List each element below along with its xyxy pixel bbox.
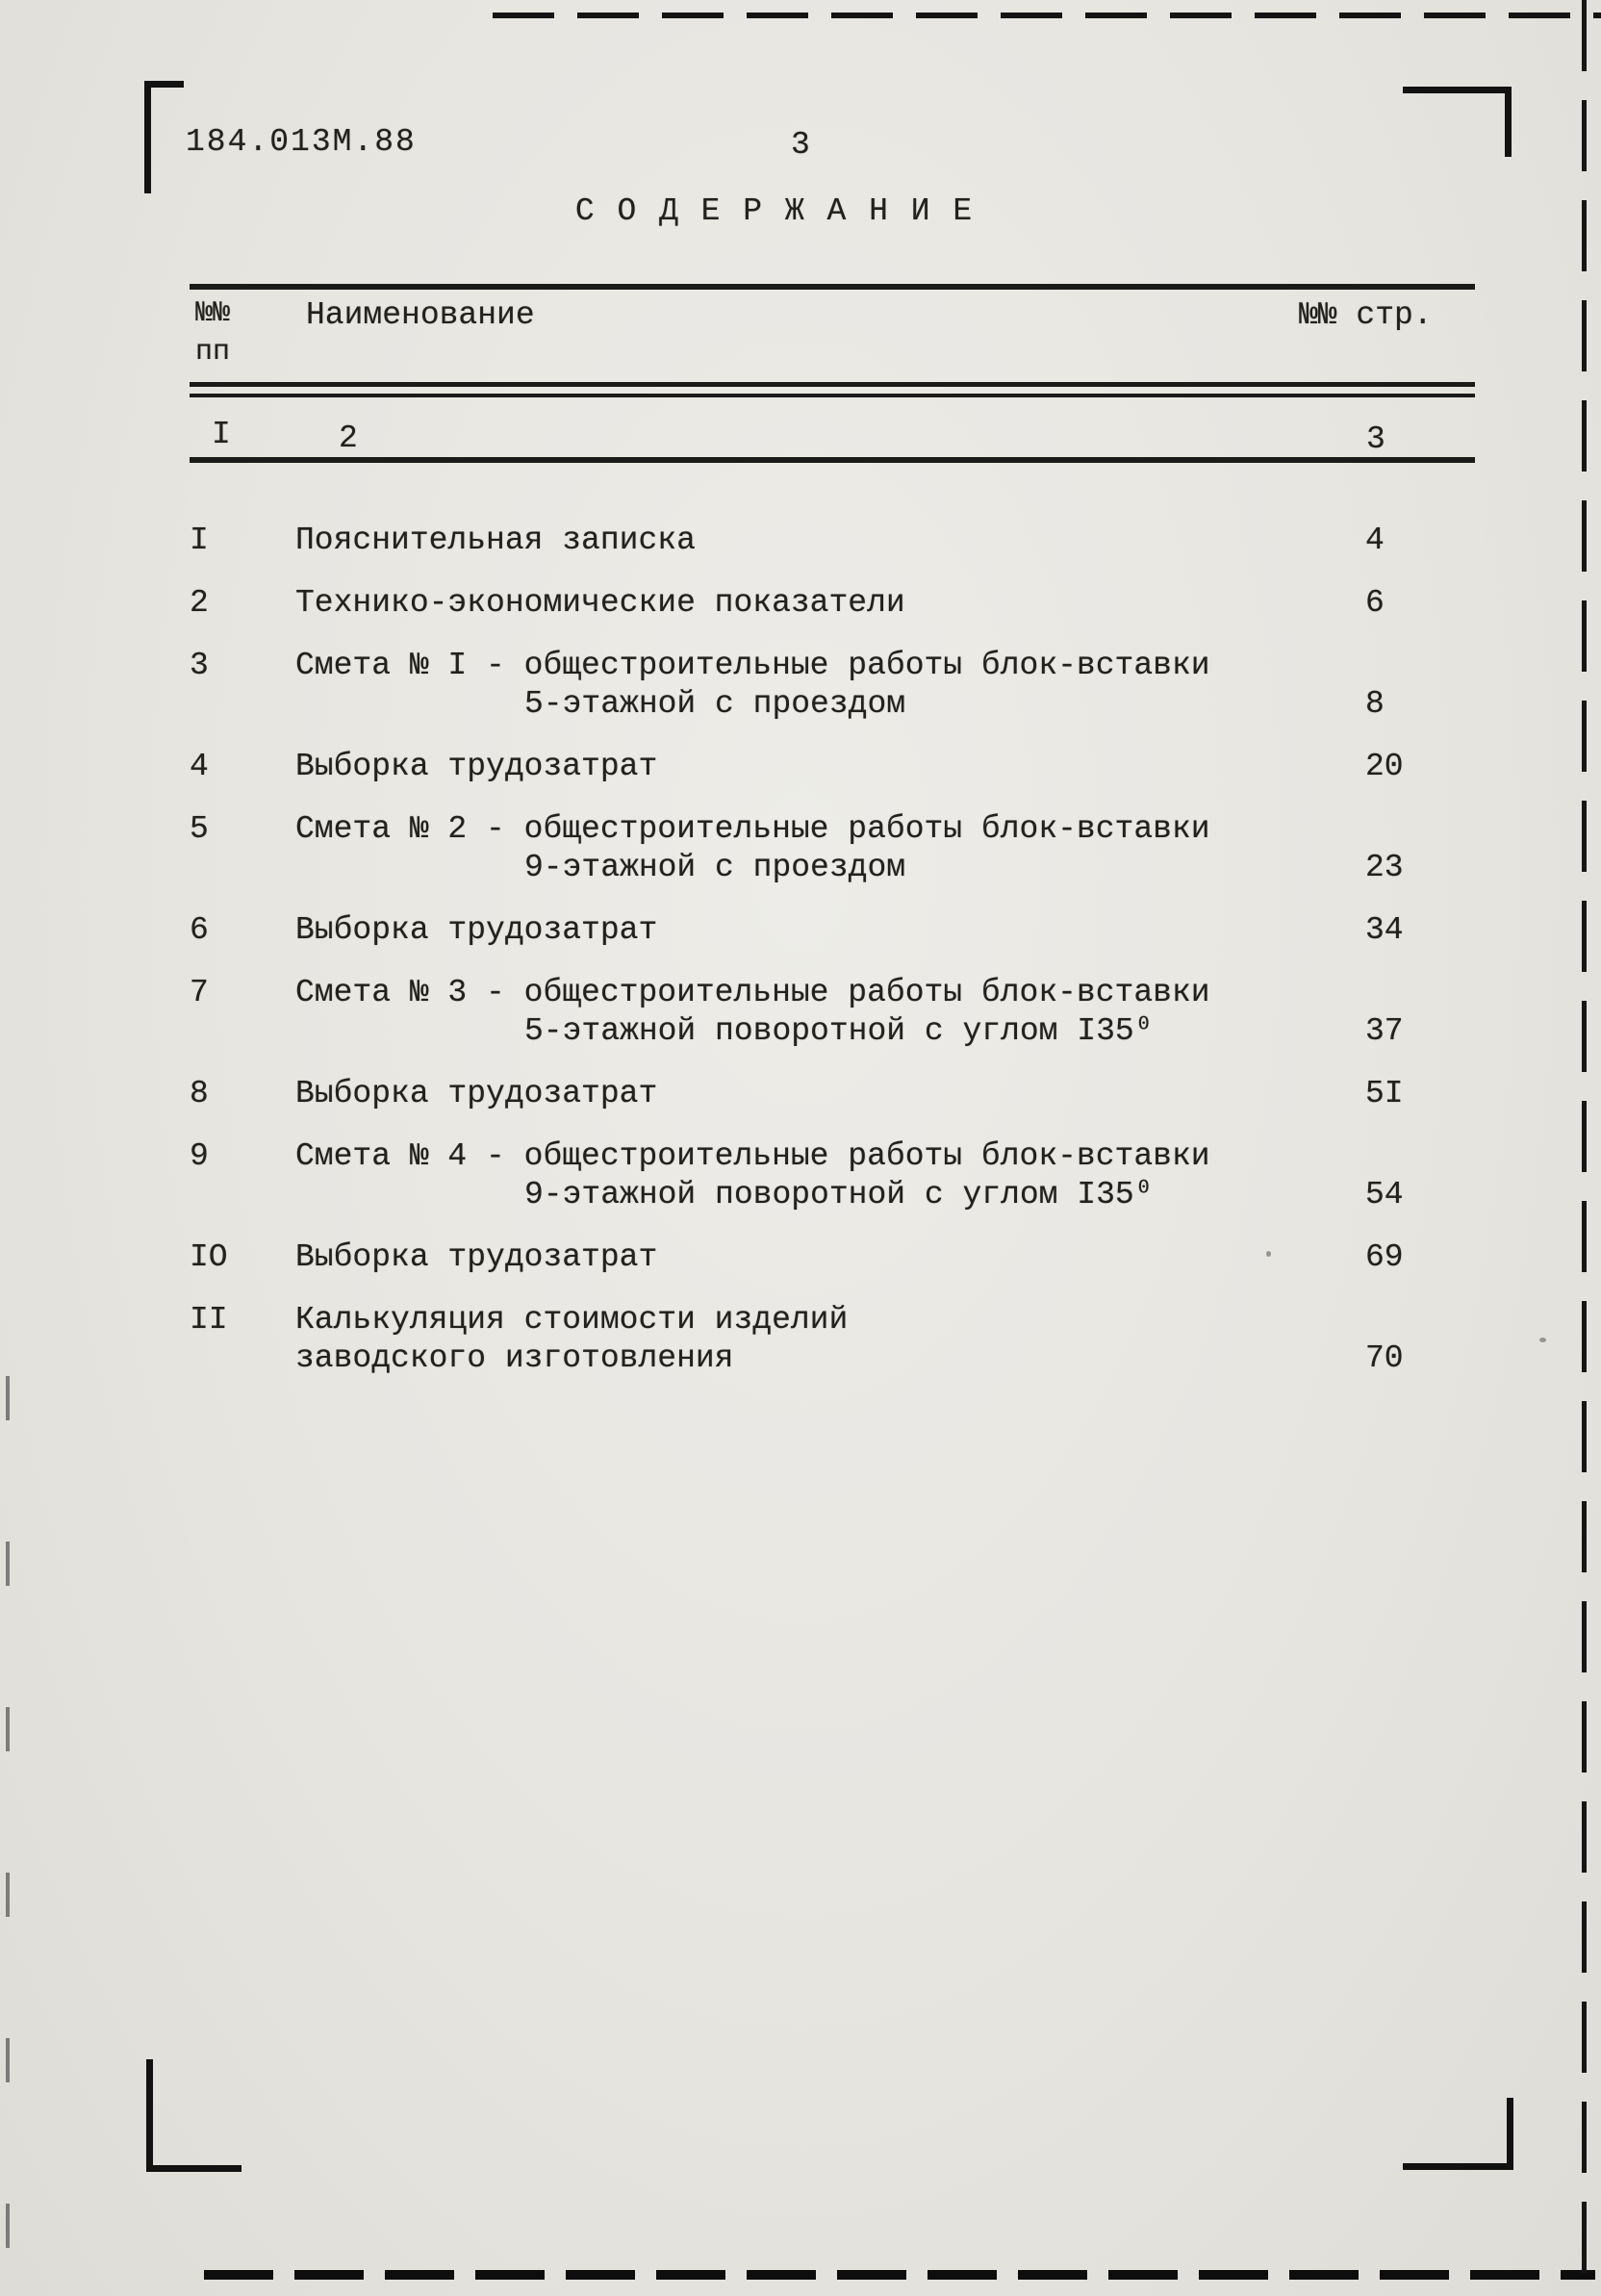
- crop-mark-bottom-left: [146, 2059, 241, 2172]
- row-title-line1: Выборка трудозатрат: [295, 912, 658, 948]
- scan-speck: [1539, 1338, 1546, 1342]
- row-title-line1: Выборка трудозатрат: [295, 749, 658, 784]
- row-page: 54: [1365, 1177, 1404, 1212]
- row-page: 4: [1365, 523, 1385, 558]
- table-colnum-rule: [190, 457, 1475, 463]
- row-title-line1: Смета № 4 - общестроительные работы блок-вставки: [295, 1138, 1210, 1174]
- row-title: [295, 748, 1365, 786]
- crop-mark-bottom-right: [1403, 2098, 1513, 2170]
- column-index-2: 2: [339, 421, 358, 456]
- col1-line2: пп: [195, 336, 231, 369]
- row-number: 5: [190, 811, 209, 847]
- row-title-line2: 5-этажной с проездом: [524, 686, 906, 722]
- crop-mark-top-left: [144, 81, 184, 193]
- row-title: [295, 647, 1365, 724]
- col1-line1: №№: [195, 297, 231, 330]
- document-number: 184.013М.88: [186, 124, 417, 160]
- toc-table-body: [190, 500, 1479, 1402]
- left-dashed-border: [6, 1376, 10, 2261]
- row-number: 7: [190, 975, 209, 1010]
- row-title: [295, 1137, 1365, 1214]
- column-index-3: 3: [1366, 421, 1385, 457]
- row-title: [295, 1075, 1365, 1113]
- row-page: 70: [1365, 1340, 1404, 1376]
- row-title: [295, 911, 1365, 950]
- column-header-page: №№ стр.: [1299, 297, 1433, 333]
- row-title-line2: 9-этажной поворотной с углом I35⁰: [524, 1177, 1154, 1212]
- row-number: 4: [190, 749, 209, 784]
- row-number: 8: [190, 1076, 209, 1111]
- row-page: 5I: [1365, 1076, 1404, 1111]
- toc-row: [190, 911, 1479, 950]
- row-title: [295, 1238, 1365, 1277]
- toc-row: [190, 974, 1479, 1051]
- toc-row: [190, 748, 1479, 786]
- row-page: 69: [1365, 1239, 1404, 1275]
- row-number: 3: [190, 648, 209, 683]
- row-page: 23: [1365, 850, 1404, 885]
- row-page: 34: [1365, 912, 1404, 948]
- row-number: I: [190, 523, 209, 558]
- right-dashed-border: [1582, 0, 1587, 2296]
- column-index-1: I: [212, 417, 231, 452]
- row-number: 9: [190, 1138, 209, 1174]
- toc-row: [190, 1075, 1479, 1113]
- top-dashed-border: [493, 13, 1601, 18]
- row-number: IO: [190, 1239, 228, 1275]
- table-header-rule-upper: [190, 382, 1475, 387]
- row-title-line1: Смета № 3 - общестроительные работы блок-вставки: [295, 975, 1210, 1010]
- row-title-line1: Калькуляция стоимости изделий: [295, 1302, 849, 1338]
- bottom-dashed-border: [204, 2270, 1595, 2280]
- toc-row: [190, 584, 1479, 623]
- crop-mark-top-right: [1403, 87, 1512, 157]
- row-title-line2: 9-этажной с проездом: [524, 850, 906, 885]
- row-number: 6: [190, 912, 209, 948]
- row-title-line1: Выборка трудозатрат: [295, 1239, 658, 1275]
- row-title-line1: Пояснительная записка: [295, 523, 696, 558]
- row-page: 20: [1365, 749, 1404, 784]
- row-title-line1: Выборка трудозатрат: [295, 1076, 658, 1111]
- row-page: 37: [1365, 1013, 1404, 1049]
- row-page: 6: [1365, 585, 1385, 621]
- row-title-line2: 5-этажной поворотной с углом I35⁰: [524, 1013, 1154, 1049]
- toc-row: [190, 810, 1479, 887]
- column-header-num: [195, 294, 230, 371]
- row-title: [295, 1301, 1365, 1378]
- row-number: 2: [190, 585, 209, 621]
- toc-row: [190, 522, 1479, 560]
- row-title: [295, 522, 1365, 560]
- row-title: [295, 810, 1365, 887]
- row-title-line2: заводского изготовления: [295, 1340, 734, 1376]
- row-title-line1: Технико-экономические показатели: [295, 585, 905, 621]
- row-page: 8: [1365, 686, 1385, 722]
- page-title: С О Д Е Р Ж А Н И Е: [574, 193, 975, 229]
- row-title-line1: Смета № I - общестроительные работы блок-вставки: [295, 648, 1210, 683]
- toc-row: [190, 1301, 1479, 1378]
- toc-row: [190, 1238, 1479, 1277]
- row-title: [295, 584, 1365, 623]
- row-title: [295, 974, 1365, 1051]
- toc-row: [190, 647, 1479, 724]
- table-header-rule-lower: [190, 394, 1475, 397]
- row-number: II: [190, 1302, 228, 1338]
- row-title-line1: Смета № 2 - общестроительные работы блок-вставки: [295, 811, 1210, 847]
- table-top-rule: [190, 284, 1475, 290]
- column-header-name: Наименование: [306, 297, 535, 333]
- page-number: 3: [791, 127, 810, 163]
- toc-row: [190, 1137, 1479, 1214]
